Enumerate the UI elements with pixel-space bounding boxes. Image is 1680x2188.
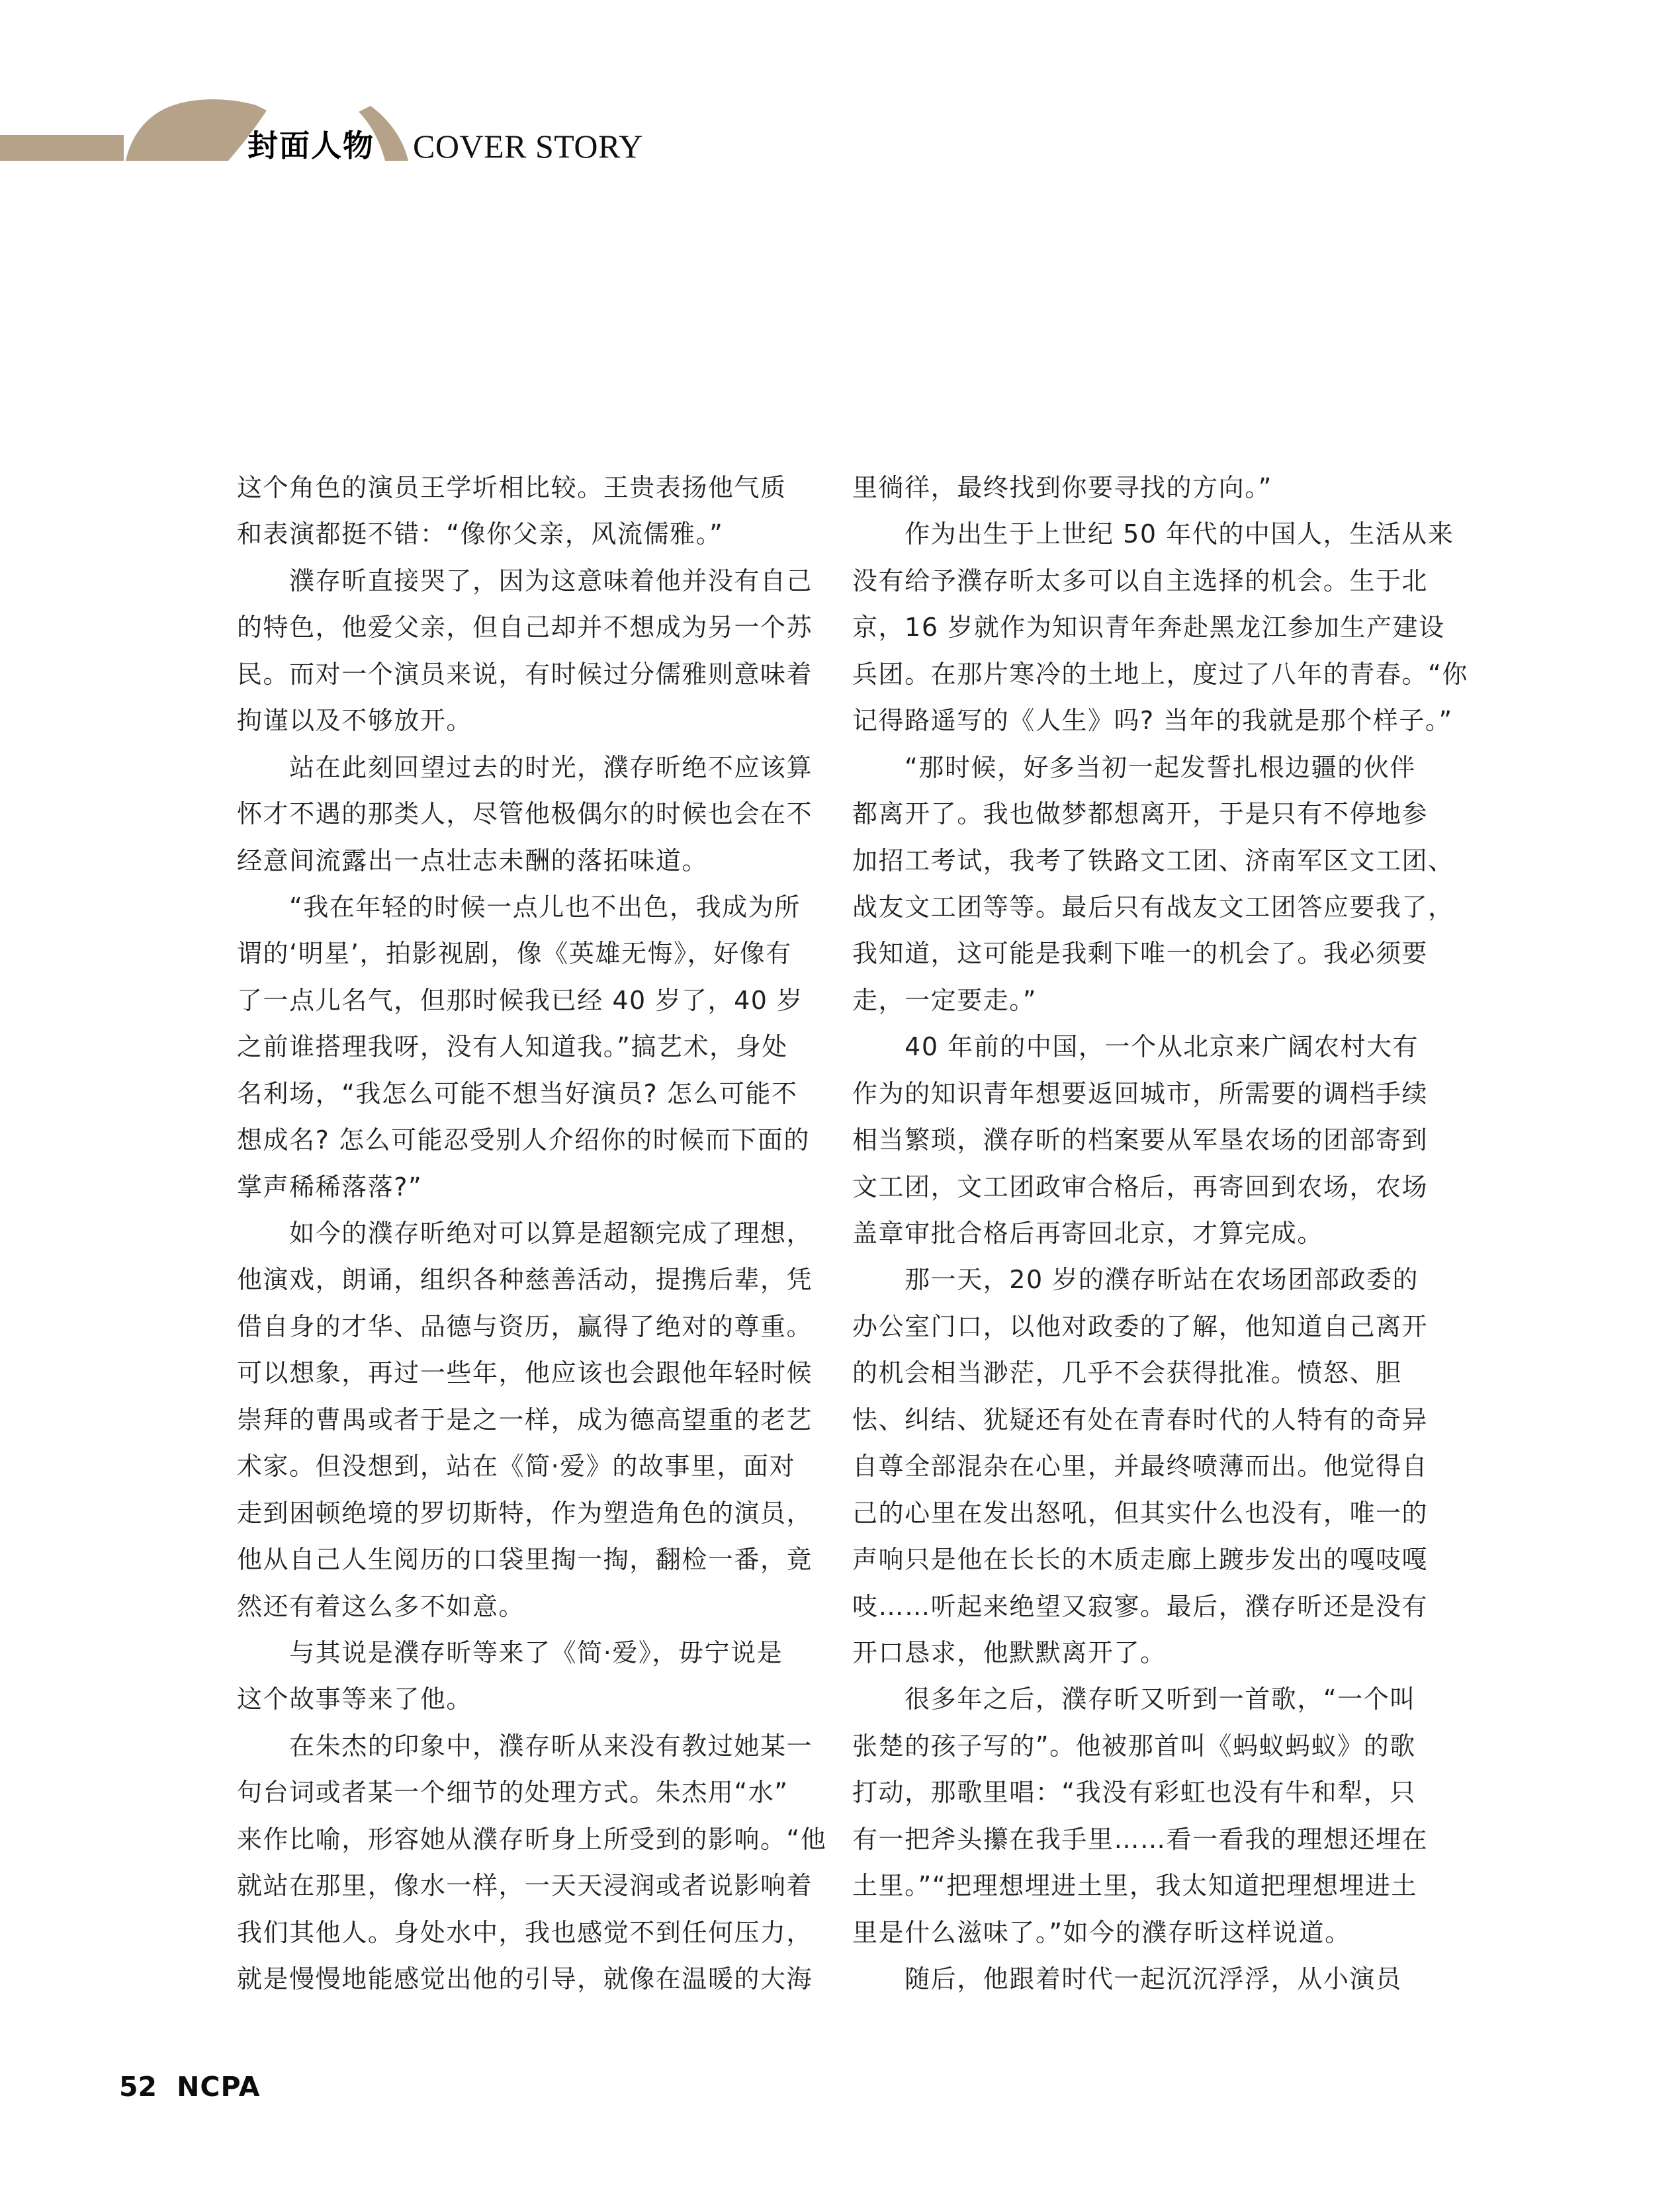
text-line: 相当繁琐，濮存昕的档案要从军垦农场的团部寄到 <box>852 1125 1429 1155</box>
section-title-chinese: 封面人物 <box>247 128 375 163</box>
text-line: 很多年之后，濮存昕又听到一首歌，“一个叫 <box>852 1685 1416 1714</box>
right-column <box>852 464 1468 2002</box>
text-line: 有一把斧头攥在我手里……看一看我的理想还埋在 <box>852 1824 1429 1854</box>
text-line: 作为的知识青年想要返回城市，所需要的调档手续 <box>852 1078 1429 1108</box>
text-line: 战友文工团等等。最后只有战友文工团答应要我了， <box>852 892 1454 922</box>
header-bar <box>0 135 124 161</box>
text-line: 怯、纠结、犹疑还有处在青春时代的人特有的奇异 <box>852 1405 1429 1434</box>
text-line: 站在此刻回望过去的时光，濮存昕绝不应该算 <box>237 752 813 782</box>
left-column <box>237 464 827 2002</box>
text-line: 兵团。在那片寒冷的土地上，度过了八年的青春。“你 <box>852 659 1468 689</box>
text-line: 40 年前的中国，一个从北京来广阔农村大有 <box>852 1032 1419 1062</box>
text-line: 他演戏，朗诵，组织各种慈善活动，提携后辈，凭 <box>237 1265 813 1295</box>
magazine-code: NCPA <box>177 2071 261 2103</box>
text-line: 我知道，这可能是我剩下唯一的机会了。我必须要 <box>852 939 1429 969</box>
text-line: 民。而对一个演员来说，有时候过分儒雅则意味着 <box>237 659 813 689</box>
text-line: 就是慢慢地能感觉出他的引导，就像在温暖的大海 <box>237 1964 813 1993</box>
text-line: 拘谨以及不够放开。 <box>237 706 472 736</box>
text-line: 的机会相当渺茫，几乎不会获得批准。愤怒、胆 <box>852 1358 1402 1388</box>
text-line: 就站在那里，像水一样，一天天浸润或者说影响着 <box>237 1871 813 1901</box>
text-line: 吱……听起来绝望又寂寥。最后，濮存昕还是没有 <box>852 1591 1429 1621</box>
text-line: 里是什么滋味了。”如今的濮存昕这样说道。 <box>852 1917 1351 1947</box>
page-number: 52 <box>119 2071 157 2103</box>
text-line: 文工团，文工团政审合格后，再寄回到农场，农场 <box>852 1172 1429 1202</box>
text-line: 如今的濮存昕绝对可以算是超额完成了理想， <box>237 1219 813 1248</box>
header-sail-shape <box>126 99 267 161</box>
text-line: 走到困顿绝境的罗切斯特，作为塑造角色的演员， <box>237 1498 813 1528</box>
header-swoosh-decoration <box>0 0 463 172</box>
text-line: 张楚的孩子写的”。他被那首叫《蚂蚁蚂蚁》的歌 <box>852 1731 1416 1761</box>
text-line: 己的心里在发出怒吼，但其实什么也没有，唯一的 <box>852 1498 1429 1528</box>
text-line: 我们其他人。身处水中，我也感觉不到任何压力， <box>237 1917 813 1947</box>
page-footer <box>119 2072 260 2101</box>
text-line: 和表演都挺不错：“像你父亲，风流儒雅。” <box>237 519 724 549</box>
text-line: 都离开了。我也做梦都想离开，于是只有不停地参 <box>852 799 1429 829</box>
text-line: 经意间流露出一点壮志未酬的落拓味道。 <box>237 846 708 875</box>
text-line: 作为出生于上世纪 50 年代的中国人，生活从来 <box>852 519 1454 549</box>
text-line: 这个角色的演员王学圻相比较。王贵表扬他气质 <box>237 473 787 502</box>
text-line: 术家。但没想到，站在《简·爱》的故事里，面对 <box>237 1452 796 1481</box>
text-line: 名利场，“我怎么可能不想当好演员? 怎么可能不 <box>237 1078 798 1108</box>
section-title-english: COVER STORY <box>413 128 643 165</box>
text-line: 自尊全部混杂在心里，并最终喷薄而出。他觉得自 <box>852 1452 1429 1481</box>
text-line: 记得路遥写的《人生》吗? 当年的我就是那个样子。” <box>852 706 1453 736</box>
text-line: 之前谁搭理我呀，没有人知道我。”搞艺术，身处 <box>237 1032 788 1062</box>
text-line: 了一点儿名气，但那时候我已经 40 岁了，40 岁 <box>237 985 803 1015</box>
text-line: 可以想象，再过一些年，他应该也会跟他年轻时候 <box>237 1358 813 1388</box>
text-line: 里徜徉，最终找到你要寻找的方向。” <box>852 473 1273 502</box>
text-line: 打动，那歌里唱：“我没有彩虹也没有牛和犁，只 <box>852 1778 1416 1808</box>
text-line: 开口恳求，他默默离开了。 <box>852 1638 1167 1667</box>
text-line: 与其说是濮存昕等来了《简·爱》，毋宁说是 <box>237 1638 783 1667</box>
text-line: 那一天，20 岁的濮存昕站在农场团部政委的 <box>852 1265 1419 1295</box>
text-line: 借自身的才华、品德与资历，赢得了绝对的尊重。 <box>237 1311 813 1341</box>
text-line: 然还有着这么多不如意。 <box>237 1591 525 1621</box>
text-line: 这个故事等来了他。 <box>237 1685 472 1714</box>
text-line: 土里。”“把理想埋进土里，我太知道把理想埋进土 <box>852 1871 1418 1901</box>
text-line: 盖章审批合格后再寄回北京，才算完成。 <box>852 1219 1323 1248</box>
text-line: 谓的‘明星’，拍影视剧，像《英雄无悔》，好像有 <box>237 939 792 969</box>
text-line: “那时候，好多当初一起发誓扎根边疆的伙伴 <box>852 752 1416 782</box>
text-line: 怀才不遇的那类人，尽管他极偶尔的时候也会在不 <box>237 799 813 829</box>
text-line: 来作比喻，形容她从濮存昕身上所受到的影响。“他 <box>237 1824 827 1854</box>
text-line: 他从自己人生阅历的口袋里掏一掏，翻检一番，竟 <box>237 1545 813 1575</box>
text-line: 想成名? 怎么可能忍受别人介绍你的时候而下面的 <box>237 1125 810 1155</box>
text-line: 没有给予濮存昕太多可以自主选择的机会。生于北 <box>852 566 1429 595</box>
text-line: 随后，他跟着时代一起沉沉浮浮，从小演员 <box>852 1964 1402 1993</box>
text-line: 办公室门口，以他对政委的了解，他知道自己离开 <box>852 1311 1429 1341</box>
text-line: 的特色，他爱父亲，但自己却并不想成为另一个苏 <box>237 613 813 642</box>
text-line: 声响只是他在长长的木质走廊上踱步发出的嘎吱嘎 <box>852 1545 1429 1575</box>
text-line: 崇拜的曹禺或者于是之一样，成为德高望重的老艺 <box>237 1405 813 1434</box>
text-line: 句台词或者某一个细节的处理方式。朱杰用“水” <box>237 1778 789 1808</box>
text-line: 走，一定要走。” <box>852 985 1038 1015</box>
text-line: 加招工考试，我考了铁路文工团、济南军区文工团、 <box>852 846 1454 875</box>
text-line: 掌声稀稀落落?” <box>237 1172 423 1202</box>
text-line: 濮存昕直接哭了，因为这意味着他并没有自己 <box>237 566 813 595</box>
text-line: 在朱杰的印象中，濮存昕从来没有教过她某一 <box>237 1731 813 1761</box>
text-line: “我在年轻的时候一点儿也不出色，我成为所 <box>237 892 801 922</box>
text-line: 京，16 岁就作为知识青年奔赴黑龙江参加生产建设 <box>852 613 1445 642</box>
